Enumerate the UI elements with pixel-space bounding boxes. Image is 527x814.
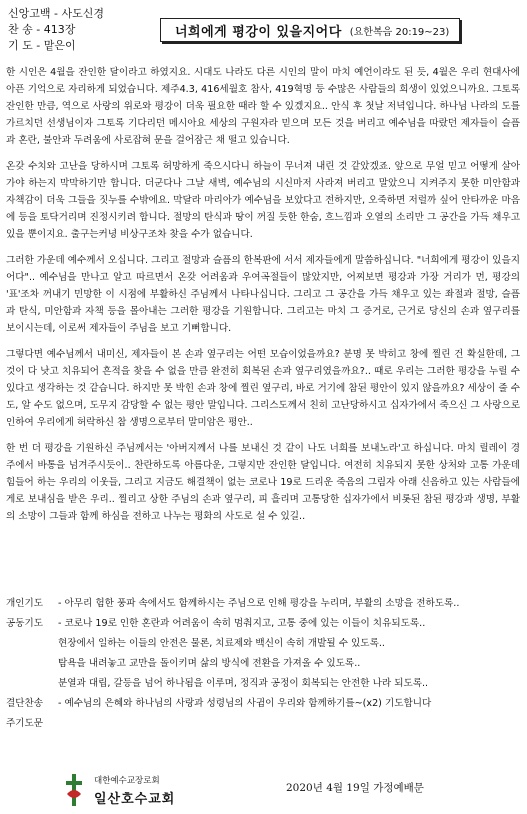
sermon-title-box xyxy=(160,18,460,42)
closing-hymn xyxy=(6,694,520,714)
church-cross-logo-icon xyxy=(64,772,84,808)
sermon-title: 너희에게 평강이 있을지어다 xyxy=(175,24,342,40)
common-prayer-item: 탐욕을 내려놓고 교만을 돌이키며 삶의 방식에 전환을 가져올 수 있도록.. xyxy=(58,658,361,669)
service-date: 2020년 4월 19일 가정예배문 xyxy=(286,782,424,794)
footer xyxy=(0,770,527,810)
paragraph-4: 그렇다면 예수님께서 내미신, 제자들이 본 손과 옆구리는 어떤 모습이었을까요? 분명 못 박히고 창에 찔린 건 확실한데, 그것이 다 낫고 치유되어 흔적을 찾을 수 없을 만큼 완전히 회복된 손과 옆구리였을까요?.. 때로 우리는 그러한 평강을 누릴 수 있다고 생각하는 것 같습니다. 하지만 못 박힌 손과 창에 찔린 옆구리, 바로 거기에 참된 평안이 있지 않을까요? 세상이 줄 수도, 알 수도 없으며, 도무지 감당할 수 없는 평안 말입니다. 그리스도께서 친히 고난당하시고 십자가에서 죽으신 그 사랑으로 인하여 우리에게 허락하신 참 생명으로부터 말미암은 평안.. xyxy=(6,349,520,428)
confession-value: 사도신경 xyxy=(61,7,104,20)
confession-row: 신앙고백 - 사도신경 xyxy=(8,7,104,20)
church-name: 일산호수교회 xyxy=(94,792,176,807)
hymn-label: 찬 송 xyxy=(8,23,33,36)
personal-prayer-label: 개인기도 xyxy=(6,598,44,609)
lords-prayer: 주기도문 xyxy=(6,718,44,729)
hymn-row: 찬 송 - 413장 xyxy=(8,23,76,36)
paragraph-2: 온갖 수치와 고난을 당하시며 그토록 허망하게 죽으시다니 하늘이 무너져 내린 것 같았겠죠. 앞으로 무얼 믿고 어떻게 살아가야 하는지 막막하기만 합니다. 더군다나 그날 새벽, 예수님의 시신마저 사라져 버리고 말았으니 지켜주지 못한 미안함과 자책감이 더욱 그들을 짓누를 수밖에요. 막달라 마리아가 예수님을 보았다고 전하지만, 오죽하면 저럴까 싶어 안타까운 마음에 등을 토닥거리며 진정시키려 합니다. 절망의 탄식과 땅이 꺼질 듯한 한숨, 흐느낌과 오열의 소리만 그 공간을 가득 채우고 있을 뿐이지요. 출구는커녕 비상구조차 찾을 수가 없습니다. xyxy=(6,161,520,240)
closing-hymn-text: - 예수님의 은혜와 하나님의 사랑과 성령님의 사귐이 우리와 함께하기를~(x2) 기도합니다 xyxy=(58,698,432,709)
sermon-body xyxy=(6,64,520,534)
closing-hymn-label: 결단찬송 xyxy=(6,698,44,709)
prayer-section xyxy=(6,594,520,734)
common-prayer-item: - 코로나 19로 인한 혼란과 어려움이 속히 멈춰지고, 고통 중에 있는 이들이 치유되도록.. xyxy=(58,618,426,629)
common-prayer xyxy=(6,614,520,634)
denomination-name: 대한예수교장로회 xyxy=(94,776,160,786)
paragraph-3: 그러한 가운데 예수께서 오십니다. 그리고 절망과 슬픔의 한복판에 서서 제자들에게 말씀하십니다. "너희에게 평강이 있을지어다".. 예수님을 만나고 알고 따르면서 온갖 어려움과 우여곡절들이 많았지만, 어찌보면 평강과 가장 거리가 먼, 평강의 '표'조차 꺼내기 민망한 이 시점에 부활하신 주님께서 나타나십니다. 그리고 그 공간을 가득 채우고 있는 좌절과 절망, 슬픔과 탄식, 미안함과 자책 등을 몰아내는 그러한 평강을 기원합니다. 그리고는 마치 그 증거로, 근거로 당신의 손과 옆구리를 보이시는데, 이로써 제자들이 주님을 보고 기뻐합니다. xyxy=(6,255,520,334)
paragraph-1: 한 시인은 4월을 잔인한 달이라고 하였지요. 시대도 나라도 다른 시인의 말이 마치 예언이라도 된 듯, 4월은 우리 현대사에 아픈 기억으로 자리하게 되었습니다. 제주4.3, 416세월호 참사, 419혁명 등 수많은 사람들의 희생이 있었으니까요. 그토록 잔인한 만큼, 역으로 사랑의 위로와 평강이 더욱 필요한 때라 할 수 있겠지요.. 안식 후 첫날 저녁입니다. 하나님 나라의 도를 가르치던 선생님이자 그토록 기다리던 메시아요 세상의 구원자라 믿으며 모든 것을 버리고 예수님을 따랐던 제자들이 슬픔과 혼란, 불안과 두려움에 사로잡혀 문을 걸어잠근 채 떨고 있습니다. xyxy=(6,67,520,146)
personal-prayer-text: - 아무리 험한 풍파 속에서도 함께하시는 주님으로 인해 평강을 누리며, 부활의 소망을 전하도록.. xyxy=(58,598,460,609)
confession-label: 신앙고백 xyxy=(8,7,51,20)
common-prayer-item: 분열과 대립, 갈등을 넘어 하나됨을 이루며, 정직과 공정이 회복되는 안전한 나라 되도록.. xyxy=(58,678,429,689)
prayer-label: 기 도 xyxy=(8,39,33,52)
common-prayer-item: 현장에서 일하는 이들의 안전은 물론, 치료제와 백신이 속히 개발될 수 있도록.. xyxy=(58,638,385,649)
scripture-reference: (요한복음 20:19~23) xyxy=(349,26,450,38)
personal-prayer xyxy=(6,594,520,614)
common-prayer-label: 공동기도 xyxy=(6,618,44,629)
prayer-row: 기 도 - 맡은이 xyxy=(8,39,76,52)
prayer-value: 맡은이 xyxy=(43,39,76,52)
order-of-service xyxy=(8,6,104,54)
hymn-value: 413장 xyxy=(43,23,76,36)
paragraph-5: 한 번 더 평강을 기원하신 주님께서는 '아버지께서 나를 보내신 것 같이 나도 너희를 보내노라'고 하십니다. 마치 릴레이 경주에서 바통을 넘겨주시듯이.. 찬란하도록 아름다운, 그렇지만 잔인한 달입니다. 여전히 치유되지 못한 상처와 고통 가운데 힘들어 하는 우리의 이웃들, 그리고 지금도 해결책이 없는 코로나 19로 드리운 죽음의 그림자 아래 신음하고 있는 사람들에게로 보내심을 받은 우리.. 찔리고 상한 주님의 손과 옆구리, 피 흘리며 고통당한 십자가에서 비롯된 참된 평강과 생명, 부활의 소망이 그들과 함께 하심을 전하고 나누는 평화의 사도로 설 수 있길.. xyxy=(6,443,520,522)
